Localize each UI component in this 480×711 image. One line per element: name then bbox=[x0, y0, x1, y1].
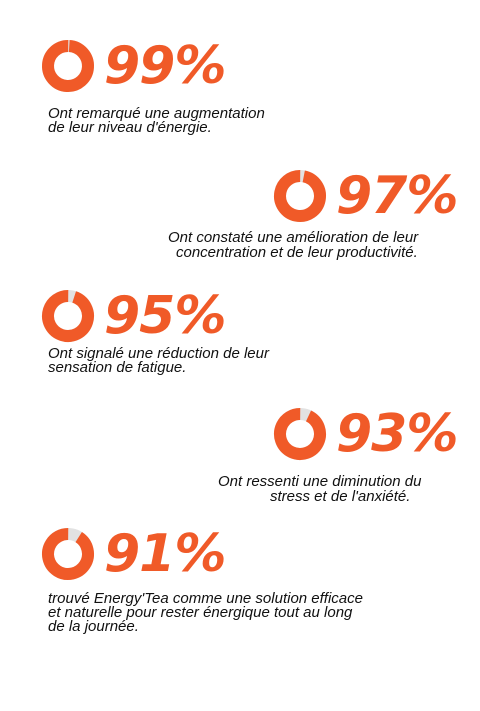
french-line: Ont constaté une amélioration de leur bbox=[168, 229, 419, 246]
french-line: trouvé Energy'Tea comme une solution efficace bbox=[48, 590, 363, 607]
percentage-value: 95% bbox=[104, 286, 226, 346]
french-line: stress et de l'anxiété. bbox=[270, 488, 411, 505]
french-line: Ont signalé une réduction de leur bbox=[48, 345, 269, 362]
donut-chart-91 bbox=[40, 526, 96, 582]
french-line: de la journée. bbox=[48, 618, 139, 635]
donut-arc bbox=[40, 526, 95, 581]
donut-arc bbox=[277, 173, 324, 220]
donut-chart-95 bbox=[40, 288, 96, 344]
stat-91-header bbox=[40, 526, 225, 582]
stat-95-header bbox=[40, 288, 225, 344]
french-line: sensation de fatigue. bbox=[48, 359, 187, 376]
french-line: de leur niveau d'énergie. bbox=[48, 119, 212, 136]
french-line: Ont ressenti une diminution du bbox=[218, 473, 422, 490]
stat-93-header bbox=[272, 406, 457, 462]
donut-chart-99 bbox=[40, 38, 96, 94]
percentage-value: 91% bbox=[104, 524, 226, 584]
donut-arc bbox=[273, 407, 326, 460]
donut-arc bbox=[43, 291, 93, 341]
percentage-value: 93% bbox=[336, 404, 458, 464]
french-line: concentration et de leur productivité. bbox=[176, 244, 418, 261]
donut-chart-97 bbox=[272, 168, 328, 224]
stat-99-header bbox=[40, 38, 225, 94]
french-line: et naturelle pour rester énergique tout au long bbox=[48, 604, 353, 621]
percentage-value: 97% bbox=[336, 166, 458, 226]
french-line: Ont remarqué une augmentation bbox=[48, 105, 265, 122]
donut-arc bbox=[47, 45, 89, 87]
percentage-value: 99% bbox=[104, 36, 226, 96]
donut-chart-93 bbox=[272, 406, 328, 462]
stat-97-header bbox=[272, 168, 457, 224]
